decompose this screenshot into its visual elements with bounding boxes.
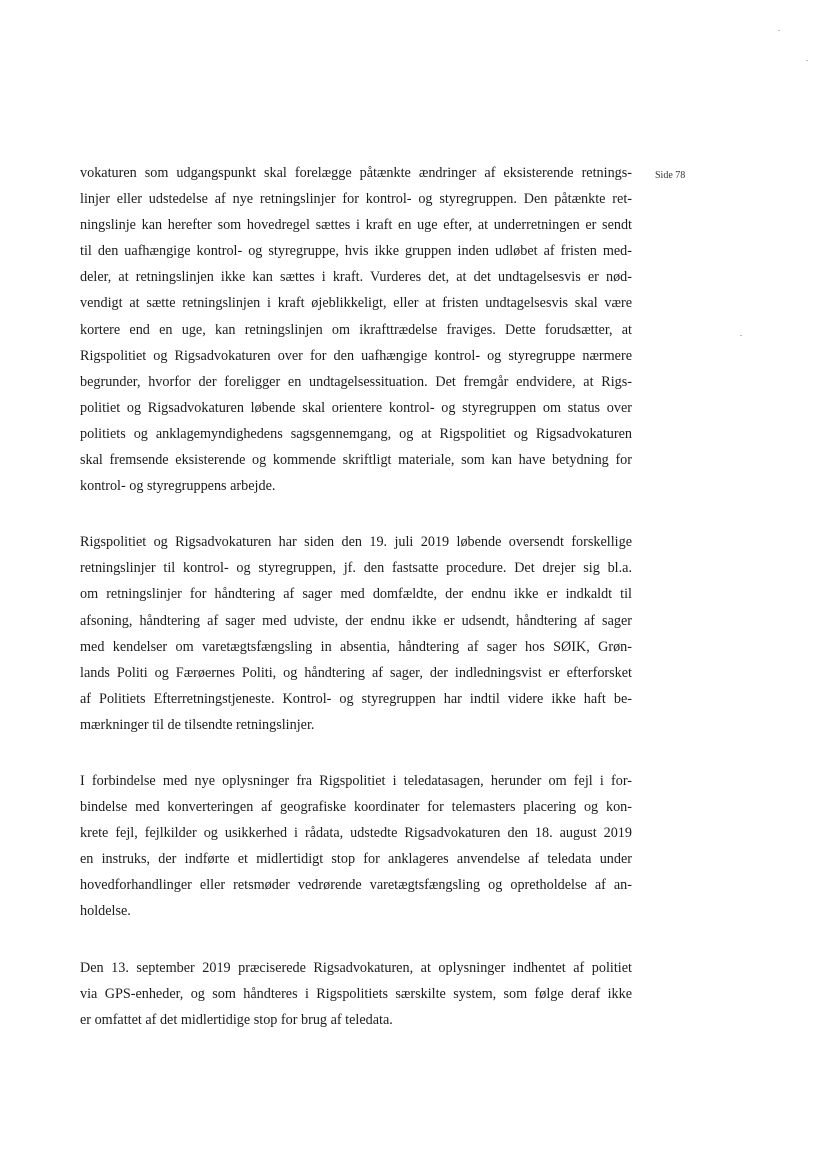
document-body — [80, 160, 632, 1063]
text-line: politiet og Rigsadvokaturen løbende skal orientere kontrol- og styregruppen om status over — [80, 399, 632, 416]
text-line: Den 13. september 2019 præciserede Rigsadvokaturen, at oplysninger indhentet af politiet — [80, 959, 632, 976]
text-line: vokaturen som udgangspunkt skal forelægge påtænkte ændringer af eksisterende retnings- — [80, 165, 632, 181]
scan-speck — [778, 30, 780, 31]
text-line: af Politiets Efterretningstjeneste. Kontrol- og styregruppen har indtil videre ikke haft be- — [80, 690, 632, 707]
text-line: Rigspolitiet og Rigsadvokaturen over for den uafhængige kontrol- og styregruppe nærmere — [80, 347, 632, 364]
text-line: politiets og anklagemyndighedens sagsgennemgang, og at Rigspolitiet og Rigsadvokaturen — [80, 425, 632, 442]
text-line: skal fremsende eksisterende og kommende skriftligt materiale, som kan have betydning for — [80, 452, 632, 469]
text-line: til den uafhængige kontrol- og styregruppe, hvis ikke gruppen inden udløbet af fristen med- — [80, 243, 632, 260]
text-line: krete fejl, fejlkilder og usikkerhed i rådata, udstedte Rigsadvokaturen den 18. august 2019 — [80, 825, 632, 842]
paragraph-1 — [80, 160, 632, 499]
text-line: om retningslinjer for håndtering af sager med domfældte, der endnu ikke er indkaldt til — [80, 586, 632, 603]
paragraph-4 — [80, 955, 632, 1033]
paragraph-2 — [80, 529, 632, 738]
text-line: med kendelser om varetægtsfængsling in absentia, håndtering af sager hos SØIK, Grøn- — [80, 638, 632, 655]
text-line: begrunder, hvorfor der foreligger en undtagelsessituation. Det fremgår endvidere, at Rigs- — [80, 373, 632, 390]
text-line: via GPS-enheder, og som håndteres i Rigspolitiets særskilte system, som følge deraf ikke — [80, 985, 632, 1002]
text-line: Rigspolitiet og Rigsadvokaturen har siden den 19. juli 2019 løbende oversendt forskellige — [80, 534, 632, 551]
text-line: holdelse. — [80, 903, 131, 920]
text-line: kortere end en uge, kan retningslinjen om ikrafttrædelse fraviges. Dette forudsætter, at — [80, 321, 632, 338]
text-line: bindelse med konverteringen af geografiske koordinater for telemasters placering og kon- — [80, 799, 632, 816]
text-line: er omfattet af det midlertidige stop for brug af teledata. — [80, 1011, 393, 1028]
text-line: ningslinje kan herefter som hovedregel sættes i kraft en uge efter, at underretningen er sendt — [80, 217, 632, 234]
text-line: mærkninger til de tilsendte retningslinjer. — [80, 716, 315, 733]
text-line: I forbindelse med nye oplysninger fra Rigspolitiet i teledatasagen, herunder om fejl i for- — [80, 772, 632, 789]
text-line: vendigt at sætte retningslinjen i kraft øjeblikkeligt, eller at fristen undtagelsesvis skal være — [80, 295, 632, 312]
paragraph-3 — [80, 768, 632, 925]
text-line: retningslinjer til kontrol- og styregruppen, jf. den fastsatte procedure. Det drejer sig bl.a. — [80, 560, 632, 577]
scan-speck — [806, 60, 808, 61]
text-line: deler, at retningslinjen ikke kan sættes i kraft. Vurderes det, at det undtagelsesvis er nød- — [80, 269, 632, 286]
text-line: lands Politi og Færøernes Politi, og håndtering af sager, der indledningsvist er efterforsket — [80, 664, 632, 681]
text-line: afsoning, håndtering af sager med udviste, der endnu ikke er udsendt, håndtering af sager — [80, 612, 632, 629]
scan-speck — [740, 335, 742, 336]
text-line: kontrol- og styregruppens arbejde. — [80, 478, 276, 495]
page-number-label: Side 78 — [655, 170, 686, 181]
text-line: hovedforhandlinger eller retsmøder vedrørende varetægtsfængsling og opretholdelse af an- — [80, 877, 632, 894]
text-line: en instruks, der indførte et midlertidigt stop for anklageres anvendelse af teledata under — [80, 851, 632, 868]
text-line: linjer eller udstedelse af nye retningslinjer for kontrol- og styregruppen. Den påtænkte ret- — [80, 191, 632, 208]
